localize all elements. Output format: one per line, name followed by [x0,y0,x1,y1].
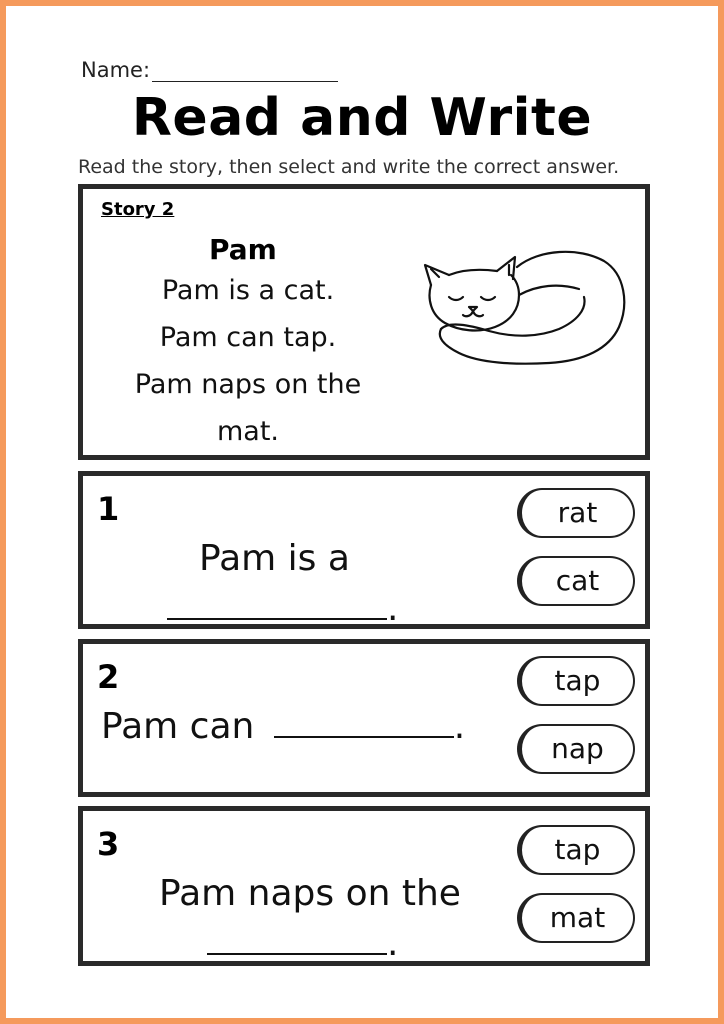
question-3-box [78,806,650,966]
name-field[interactable] [81,58,338,82]
question-number: 1 [97,490,120,528]
question-text-start: Pam can [101,706,255,747]
option-rat-button[interactable]: rat [517,488,635,538]
story-label: Story 2 [101,199,175,220]
answer-blank[interactable] [167,588,398,629]
story-title: Pam [209,233,277,266]
sentence-end: . [387,923,399,964]
story-line: Pam naps on the [134,369,362,400]
question-1-box [78,471,650,629]
question-2-box [78,639,650,797]
option-tap-button[interactable]: tap [517,656,635,706]
sleeping-cat-icon [419,239,629,369]
question-number: 2 [97,658,120,696]
question-text [101,706,465,747]
question-text: Pam is a [199,538,350,579]
option-mat-button[interactable]: mat [517,893,635,943]
name-label: Name: [81,58,151,82]
answer-blank[interactable] [274,706,454,738]
option-cat-button[interactable]: cat [517,556,635,606]
option-nap-button[interactable]: nap [517,724,635,774]
question-text: Pam naps on the [159,873,461,914]
option-tap-button[interactable]: tap [517,825,635,875]
question-number: 3 [97,825,120,863]
answer-blank[interactable] [207,923,398,964]
name-blank[interactable] [152,61,338,82]
page-title: Read and Write [131,88,593,148]
instructions: Read the story, then select and write the correct answer. [78,156,620,178]
story-line: Pam is a cat. [161,275,335,306]
story-line: Pam can tap. [159,322,337,353]
story-box [78,184,650,460]
sentence-end: . [387,588,399,629]
sentence-end: . [453,706,466,747]
story-line: mat. [216,416,279,447]
